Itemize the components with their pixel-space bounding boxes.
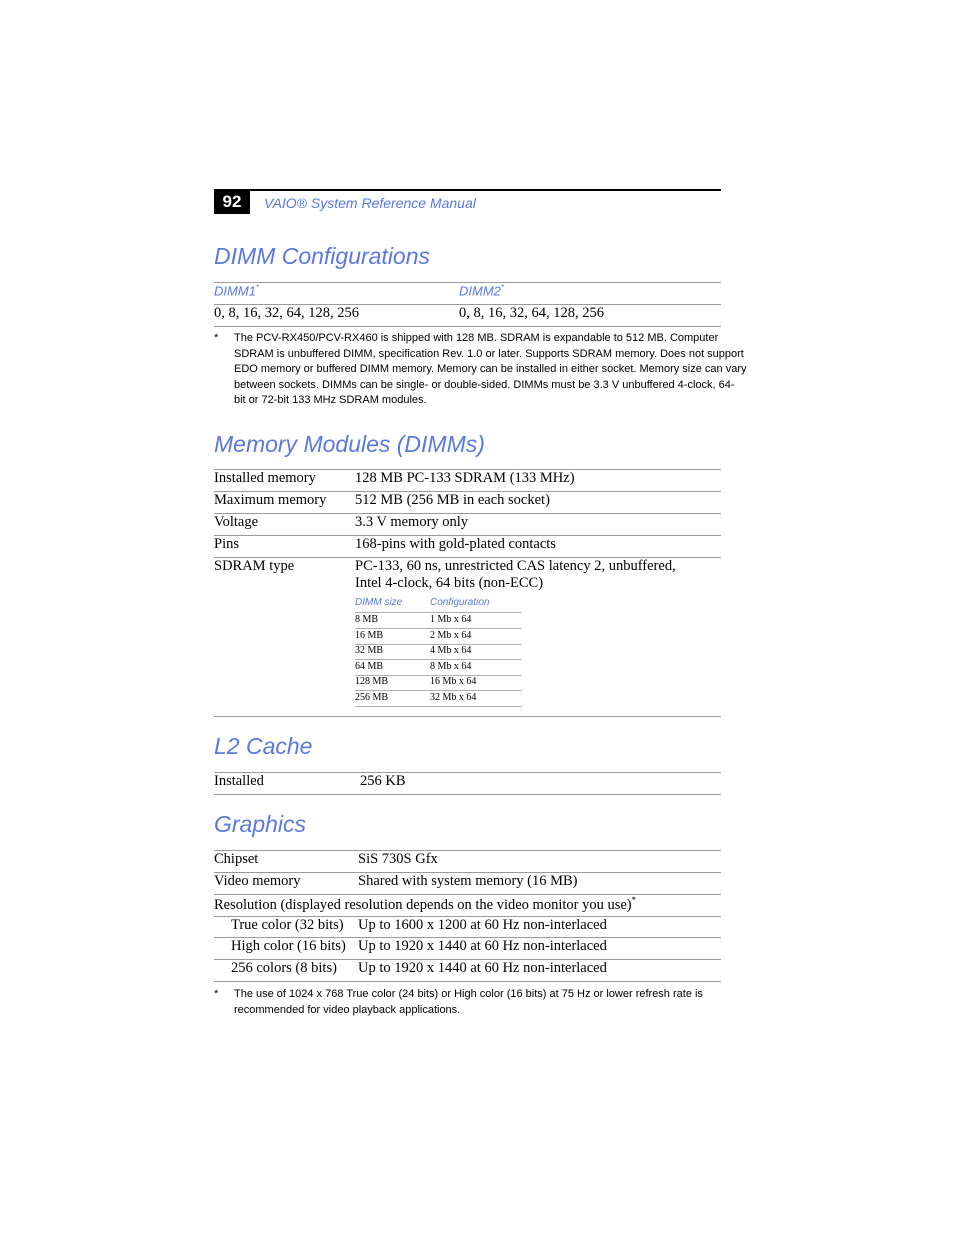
- row-value: Up to 1600 x 1200 at 60 Hz non-interlaced: [358, 917, 607, 933]
- dimm-config-heading: DIMM Configurations: [214, 243, 431, 269]
- table-rule: [214, 772, 721, 773]
- footnote-marker: *: [214, 332, 219, 344]
- subtable-cell: 256 MB: [355, 692, 389, 703]
- footnote-line: SDRAM is unbuffered DIMM, specification Rev. 1.0 or later. Supports SDRAM memory. Does not support: [234, 347, 744, 360]
- dimm2-header: DIMM2*: [459, 283, 505, 299]
- running-title: VAIO® System Reference Manual: [264, 195, 476, 211]
- footnote-line: recommended for video playback applications.: [234, 1003, 461, 1016]
- row-value: 3.3 V memory only: [355, 514, 469, 530]
- graphics-heading: Graphics: [214, 811, 307, 837]
- row-value: 128 MB PC-133 SDRAM (133 MHz): [355, 470, 575, 486]
- row-label: True color (32 bits): [231, 917, 344, 933]
- graphics-footnote: [234, 987, 724, 1018]
- subtable-cell: 16 Mb x 64: [430, 676, 477, 687]
- row-value: Up to 1920 x 1440 at 60 Hz non-interlaced: [358, 938, 607, 954]
- row-label: 256 colors (8 bits): [231, 960, 337, 976]
- subtable-rule: [355, 659, 522, 660]
- row-label: Installed memory: [214, 470, 316, 486]
- dimm-footnote: [234, 331, 747, 409]
- l2-cache-heading: L2 Cache: [214, 733, 313, 759]
- subtable-cell: 8 MB: [355, 614, 379, 625]
- l2-label: Installed: [214, 773, 264, 789]
- table-rule: [214, 850, 721, 851]
- dimm2-values: 0, 8, 16, 32, 64, 128, 256: [459, 305, 604, 321]
- row-value: SiS 730S Gfx: [358, 851, 438, 867]
- subtable-cell: 16 MB: [355, 630, 384, 641]
- row-value: 512 MB (256 MB in each socket): [355, 492, 550, 508]
- footnote-line: The PCV-RX450/PCV-RX460 is shipped with 128 MB. SDRAM is expandable to 512 MB. Computer: [234, 332, 719, 344]
- row-label: Maximum memory: [214, 492, 327, 508]
- footnote-line: bit or 72-bit 133 MHz SDRAM modules.: [234, 394, 427, 407]
- row-label: Voltage: [214, 514, 259, 530]
- l2-value: 256 KB: [360, 773, 406, 789]
- subtable-rule: [355, 628, 522, 629]
- dimm1-header: DIMM1*: [214, 283, 260, 299]
- footnote-line: EDO memory or buffered DIMM memory. Memory can be installed in either socket. Memory size can vary: [234, 363, 747, 376]
- subtable-cell: 128 MB: [355, 676, 389, 687]
- row-label: High color (16 bits): [231, 938, 346, 954]
- resolution-label: Resolution (displayed resolution depends on the video monitor you use)*: [214, 895, 637, 913]
- table-rule: [214, 981, 721, 982]
- dimm1-values: 0, 8, 16, 32, 64, 128, 256: [214, 305, 359, 321]
- subtable-cell: 4 Mb x 64: [430, 645, 472, 656]
- subtable-header-size: DIMM size: [355, 597, 403, 608]
- row-label: Pins: [214, 536, 239, 552]
- subtable-cell: 32 Mb x 64: [430, 692, 477, 703]
- sdram-value-line: Intel 4-clock, 64 bits (non-ECC): [355, 575, 544, 591]
- row-value: 168-pins with gold-plated contacts: [355, 536, 556, 552]
- subtable-header-config: Configuration: [430, 597, 490, 608]
- row-value: Shared with system memory (16 MB): [358, 873, 578, 889]
- memory-modules-heading: Memory Modules (DIMMs): [214, 431, 485, 457]
- page-number: 92: [214, 190, 250, 214]
- subtable-rule: [355, 706, 522, 707]
- header-rule: [214, 189, 721, 191]
- row-value: Up to 1920 x 1440 at 60 Hz non-interlaced: [358, 960, 607, 976]
- table-rule: [214, 716, 721, 717]
- footnote-line: between sockets. DIMMs can be single- or double-sided. DIMMs must be 3.3 V unbuffered 4-clock, 64-: [234, 378, 735, 391]
- footnote-line: The use of 1024 x 768 True color (24 bits) or High color (16 bits) at 75 Hz or lower refresh rate is: [234, 988, 703, 1000]
- footnote-marker: *: [214, 988, 219, 1000]
- subtable-rule: [355, 612, 522, 613]
- subtable-cell: 2 Mb x 64: [430, 630, 472, 641]
- subtable-cell: 8 Mb x 64: [430, 661, 472, 672]
- subtable-cell: 32 MB: [355, 645, 384, 656]
- sdram-value-line: PC-133, 60 ns, unrestricted CAS latency 2, unbuffered,: [355, 558, 676, 574]
- subtable-cell: 1 Mb x 64: [430, 614, 472, 625]
- row-label: Video memory: [214, 873, 301, 889]
- table-rule: [214, 794, 721, 795]
- subtable-rule: [355, 690, 522, 691]
- subtable-cell: 64 MB: [355, 661, 384, 672]
- sdram-label: SDRAM type: [214, 558, 295, 574]
- row-label: Chipset: [214, 851, 259, 867]
- table-rule: [214, 326, 721, 327]
